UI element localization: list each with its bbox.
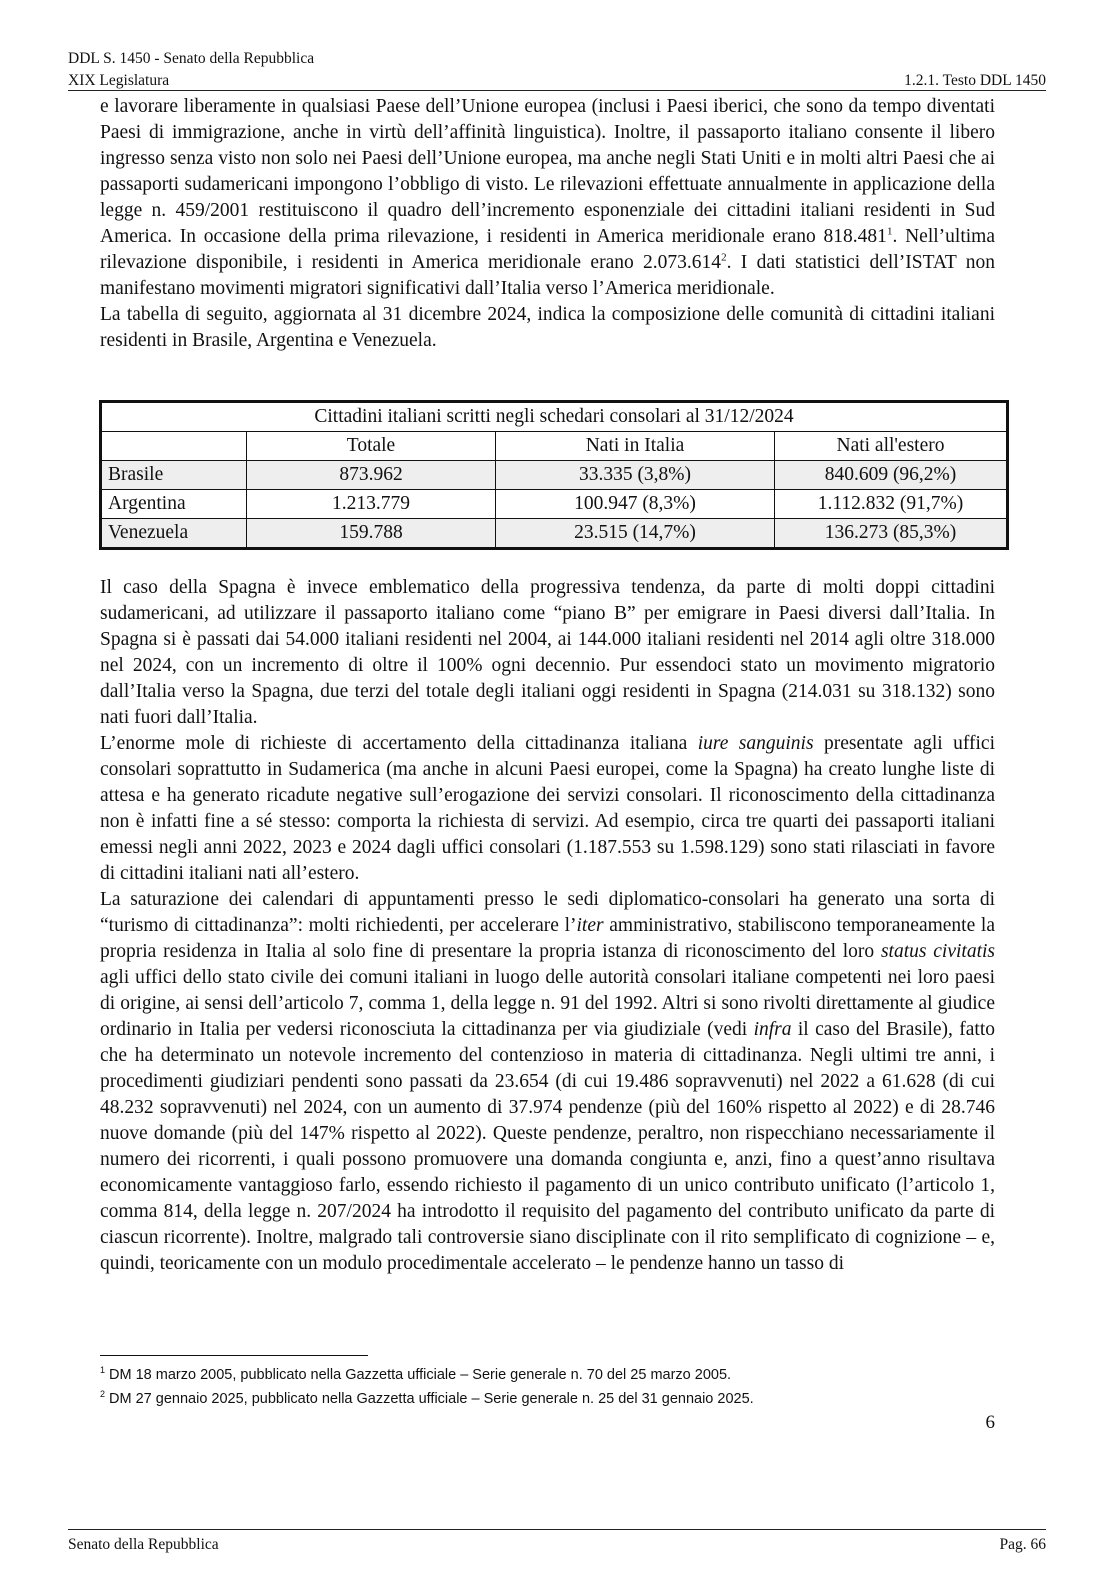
table-header-row [101,432,1008,461]
table-header-cell [101,432,247,461]
footnote-text: DM 18 marzo 2005, pubblicato nella Gazzetta ufficiale – Serie generale n. 70 del 25 marzo 2005. [105,1367,732,1383]
table-header-cell: Nati all'estero [775,432,1008,461]
text-run: e lavorare liberamente in qualsiasi Paese dell’Unione europea (inclusi i Paesi iberici, che sono da tempo diventati Paesi di immigrazione, anche in virtù dell’affinità linguistica). Inoltre, il passaporto italiano consente il libero ingresso senza visto non solo nei Paesi dell’Unione europea, ma anche negli Stati Uniti e in molti altri Paesi che ai passaporti sudamericani impongono l’obbligo di visto. Le rilevazioni effettuate annualmente in applicazione della legge n. 459/2001 restituiscono il quadro dell’incremento esponenziale dei cittadini italiani residenti in Sud America. In occasione della prima rilevazione, i residenti in America meridionale erano 818.481 [100,96,995,247]
text-run: L’enorme mole di richieste di accertamento della cittadinanza italiana [100,733,698,754]
paragraph: La tabella di seguito, aggiornata al 31 dicembre 2024, indica la composizione delle comunità di cittadini italiani residenti in Brasile, Argentina e Venezuela. [100,304,995,351]
footnote-ref-1[interactable]: 1 [886,225,893,238]
table-cell: 873.962 [247,461,496,490]
header-bar [68,72,1046,90]
consular-registry-table [99,400,1009,550]
footnote-number: 1 [100,1365,106,1376]
table-header-cell: Nati in Italia [496,432,775,461]
paragraph [100,94,995,302]
body-text-bottom [100,575,995,1277]
text-run: il caso del Brasile), fatto che ha determinato un notevole incremento del contenzioso in materia di cittadinanza. Negli ultimi tre anni, i procedimenti giudiziari pendenti sono passati da 23.654 (di cui 19.486 sopravvenuti) nel 2022 a 61.628 (di cui 48.232 sopravvenuti) nel 2024, con un aumento di 37.974 pendenze (più del 160% rispetto al 2022) e di 28.746 nuove domande (più del 147% rispetto al 2022). Queste pendenze, peraltro, non rispecchiano necessariamente il numero dei ricorrenti, i quali possono promuovere una domanda congiunta e, anzi, fino a quest’anno risultava economicamente vantaggioso farlo, essendo richiesto il pagamento di un unico contributo unificato (l’articolo 1, comma 814, della legge n. 207/2024 ha introdotto il requisito del pagamento del contributo unificato da parte di ciascun ricorrente). Inoltre, malgrado tali controversie siano disciplinate con il rito semplificato di cognizione – e, quindi, teoricamente con un modulo procedimentale accelerato – le pendenze hanno un tasso di [100,1019,995,1274]
italic-term: iure sanguinis [697,733,814,754]
italic-term: iter [576,915,604,936]
footnote-1 [100,1366,995,1384]
table-title: Cittadini italiani scritti negli schedari consolari al 31/12/2024 [101,402,1008,432]
footer-left: Senato della Repubblica [68,1536,219,1553]
table-cell-country: Venezuela [101,519,247,549]
body-text-top [100,94,995,354]
italic-term: infra [753,1019,792,1040]
table-cell: 33.335 (3,8%) [496,461,775,490]
table-row [101,490,1008,519]
italic-term: status civitatis [880,941,995,962]
text-run: La saturazione dei calendari di appuntamenti presso le sedi diplomatico-consolari ha generato una sorta di “turismo di cittadinanza”: molti richiedenti, per accelerare l’ [100,889,995,936]
header-legislature: XIX Legislatura [68,72,170,89]
text-run: . Nell’ultima rilevazione disponibile, i residenti in America meridionale erano 2.073.614 [100,226,995,273]
paragraph: Il caso della Spagna è invece emblematico della progressiva tendenza, da parte di molti doppi cittadini sudamericani, ad utilizzare il passaporto italiano come “piano B” per emigrare in Paesi diversi dall’Italia. In Spagna si è passati dai 54.000 italiani residenti nel 2004, ai 144.000 italiani residenti nel 2014 agli oltre 318.000 nel 2024, con un incremento di oltre il 100% ogni decennio. Pur essendoci stato un movimento migratorio dall’Italia verso la Spagna, due terzi del totale degli italiani oggi residenti in Spagna (214.031 su 318.132) sono nati fuori dall’Italia. [100,577,995,728]
inner-page-number: 6 [985,1412,995,1433]
text-run: . I dati statistici dell’ISTAT non manifestano movimenti migratori significativi dall’Italia verso l’America meridionale. [100,252,995,299]
header-section: 1.2.1. Testo DDL 1450 [904,72,1046,89]
table-cell: 1.112.832 (91,7%) [775,490,1008,519]
text-run: agli uffici dello stato civile dei comuni italiani in luogo delle autorità consolari italiane competenti nei loro paesi di origine, ai sensi dell’articolo 7, comma 1, della legge n. 91 del 1992. Altri si sono rivolti direttamente al giudice ordinario in Italia per vedersi riconosciuta la cittadinanza per via giudiziale (vedi [100,967,995,1040]
footnote-separator [100,1355,368,1356]
footnote-ref-2[interactable]: 2 [721,251,727,264]
table-cell-country: Brasile [101,461,247,490]
table-cell: 840.609 (96,2%) [775,461,1008,490]
table-row [101,461,1008,490]
footer-divider [68,1529,1046,1530]
footnote-2 [100,1390,995,1408]
footnote-text: DM 27 gennaio 2025, pubblicato nella Gazzetta ufficiale – Serie generale n. 25 del 31 gennaio 2025. [105,1391,754,1407]
text-run: amministrativo, stabiliscono temporaneamente la propria residenza in Italia al solo fine di presentare la propria istanza di riconoscimento del loro [100,915,995,962]
header-title: DDL S. 1450 - Senato della Repubblica [68,50,315,67]
table-cell: 136.273 (85,3%) [775,519,1008,549]
table-cell: 1.213.779 [247,490,496,519]
table-row [101,519,1008,549]
paragraph [100,887,995,1277]
header-divider [68,90,1046,91]
paragraph [100,731,995,887]
text-run: presentate agli uffici consolari soprattutto in Sudamerica (ma anche in alcuni Paesi europei, come la Spagna) ha creato lunghe liste di attesa e ha generato ricadute negative sull’erogazione dei servizi consolari. Il riconoscimento della cittadinanza non è infatti fine a sé stesso: comporta la richiesta di servizi. Ad esempio, circa tre quarti dei passaporti italiani emessi negli anni 2022, 2023 e 2024 dagli uffici consolari (1.187.553 su 1.598.129) sono stati rilasciati in favore di cittadini italiani nati all’estero. [100,733,995,884]
table-cell: 100.947 (8,3%) [496,490,775,519]
table-header-cell: Totale [247,432,496,461]
table-cell-country: Argentina [101,490,247,519]
footer-page: Pag. 66 [999,1536,1046,1553]
table-cell: 159.788 [247,519,496,549]
table-cell: 23.515 (14,7%) [496,519,775,549]
footer-bar [68,1536,1046,1554]
footnote-number: 2 [100,1389,106,1400]
